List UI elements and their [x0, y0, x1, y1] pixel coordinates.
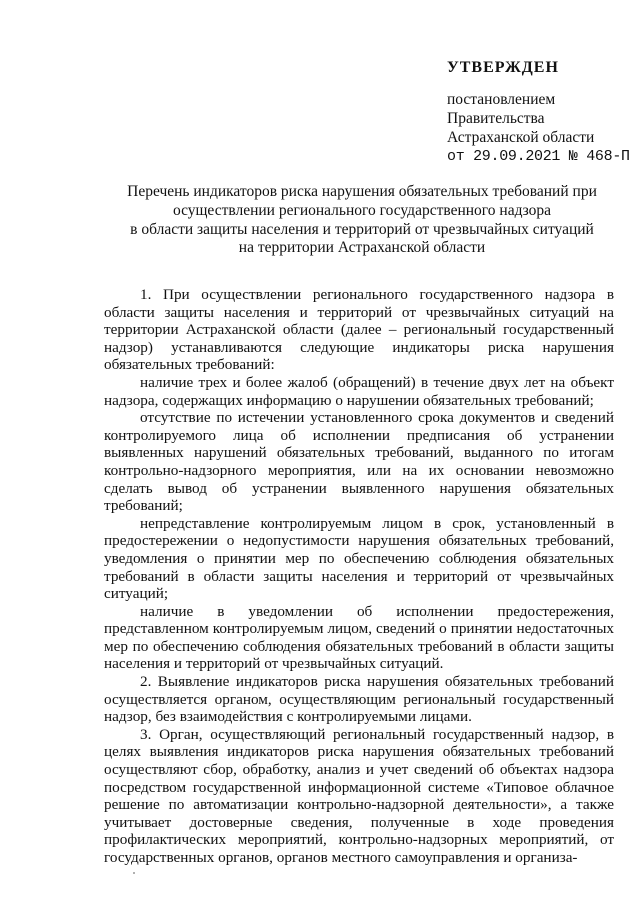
approval-line: Астраханской области [447, 129, 595, 146]
indicator-no-notification: непредставление контролируемым лицом в срок, установленный в предостережении о недопустимости нарушения обязательных требований, уведомления о принятии мер по обеспечению соблюдения обязательных требований в области защиты населения и территорий от чрезвычайных ситуаций; [104, 514, 614, 603]
document-body [104, 286, 614, 867]
decree-number: от 29.09.2021 № 468-П [447, 148, 630, 165]
approval-line: Правительства [447, 110, 545, 127]
title-line: в области защиты населения и территорий от чрезвычайных ситуаций [130, 220, 594, 238]
indicator-insufficient-measures: наличие в уведомлении об исполнении предостережения, представленном контролируемым лицом, сведений о принятии недостаточных мер по обеспечению соблюдения обязательных требований в области защиты населения и территорий от чрезвычайных ситуаций. [104, 602, 614, 673]
document-title [112, 183, 612, 258]
approval-line: постановлением [447, 91, 556, 108]
title-line: осуществлении регионального государственного надзора [172, 201, 552, 219]
indicator-missing-documents: отсутствие по истечении установленного срока документов и сведений контролируемого лица об исполнении предписания об устранении выявленных нарушений обязательных требований, выданного по итогам контрольно-надзорного мероприятия, или на их основании невозможно сделать вывод об устранении выявленного нарушения обязательных требований; [104, 409, 614, 515]
scan-dot [133, 872, 135, 874]
title-line: Перечень индикаторов риска нарушения обязательных требований при [127, 183, 597, 200]
approval-stamp: УТВЕРЖДЕН [447, 59, 559, 76]
paragraph-3: 3. Орган, осуществляющий региональный государственный надзор, в целях выявления индикаторов риска нарушения обязательных требований осуществляют сбор, обработку, анализ и учет сведений об объектах надзора посредством государственной информационной системе «Типовое облачное решение по автоматизации контрольно-надзорной деятельности», а также учитывает достоверные сведения, полученные в ходе проведения профилактических мероприятий, контрольно-надзорных мероприятий, от государственных органов, органов местного самоуправления и организа- [104, 725, 614, 866]
approval-block [447, 58, 637, 166]
paragraph-1: 1. При осуществлении регионального государственного надзора в области защиты населения и территорий от чрезвычайных ситуаций на территории Астраханской области (далее – региональный государственный надзор) устанавливаются следующие индикаторы риска нарушения обязательных требований: [104, 286, 614, 374]
paragraph-2: 2. Выявление индикаторов риска нарушения обязательных требований осуществляется органом, осуществляющим региональный государственный надзор, без взаимодействия с контролируемыми лицами. [104, 673, 614, 726]
indicator-complaints: наличие трех и более жалоб (обращений) в течение двух лет на объект надзора, содержащих информацию о нарушении обязательных требований; [104, 373, 614, 409]
title-line: на территории Астраханской области [238, 239, 486, 257]
